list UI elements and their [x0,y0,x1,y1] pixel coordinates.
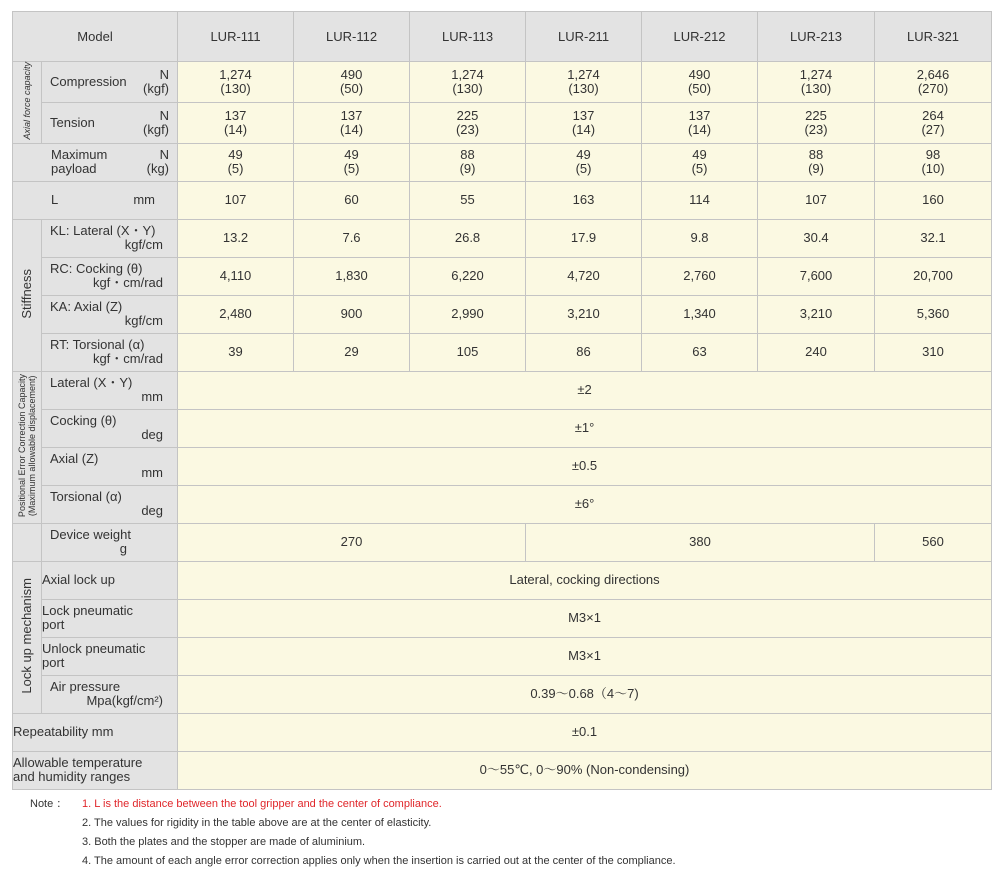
stiffness-cell: 1,830 [294,257,410,295]
stiffness-cell: 39 [178,333,294,371]
payload-cell: 98 (10) [875,143,992,181]
correction-lateral-label: Lateral (X・Y) mm [42,371,178,409]
tension-label: Tension N (kgf) [42,102,178,143]
tension-cell: 137 (14) [642,102,758,143]
payload-cell: 88 (9) [410,143,526,181]
correction-cocking-label: Cocking (θ) deg [42,409,178,447]
stiffness-cell: 3,210 [526,295,642,333]
correction-axial-value: ±0.5 [178,447,992,485]
length-cell: 107 [178,181,294,219]
notes [30,795,676,871]
tension-cell: 225 (23) [758,102,875,143]
axial-lock-row [13,561,992,599]
stiffness-cell: 1,340 [642,295,758,333]
lockup-group-label: Lock up mechanism [13,561,42,713]
unlock-port-row [13,637,992,675]
tension-row [13,102,992,143]
stiffness-cell: 4,110 [178,257,294,295]
compression-cell: 1,274 (130) [410,62,526,103]
unlock-port-value: M3×1 [178,637,992,675]
repeatability-row [13,713,992,751]
payload-row [13,143,992,181]
stiffness-cell: 4,720 [526,257,642,295]
stiffness-cell: 7.6 [294,219,410,257]
lock-port-value: M3×1 [178,599,992,637]
stiffness-cell: 63 [642,333,758,371]
stiffness-cell: 3,210 [758,295,875,333]
model-col-4: LUR-211 [526,12,642,62]
note-prefix: Note ： [30,798,68,810]
length-cell: 55 [410,181,526,219]
compression-row [13,62,992,103]
weight-row [13,523,992,561]
correction-cocking-value: ±1° [178,409,992,447]
model-col-3: LUR-113 [410,12,526,62]
weight-cell-3: 560 [875,523,992,561]
tension-cell: 137 (14) [526,102,642,143]
note-item-4: 4. The amount of each angle error correction applies only when the insertion is carried out at the center of the compliance. [82,855,676,867]
payload-cell: 49 (5) [178,143,294,181]
stiffness-cell: 900 [294,295,410,333]
correction-torsional-row [13,485,992,523]
correction-cocking-row [13,409,992,447]
stiffness-cell: 2,990 [410,295,526,333]
tension-cell: 264 (27) [875,102,992,143]
spec-table [12,11,992,790]
repeatability-label: Repeatability mm [13,713,178,751]
length-cell: 163 [526,181,642,219]
payload-label: Maximum payload N (kg) [13,143,178,181]
length-cell: 107 [758,181,875,219]
stiffness-cocking-row [13,257,992,295]
model-col-7: LUR-321 [875,12,992,62]
stiffness-lateral-label: KL: Lateral (X・Y) kgf/cm [42,219,178,257]
stiffness-cell: 13.2 [178,219,294,257]
repeatability-value: ±0.1 [178,713,992,751]
stiffness-cell: 20,700 [875,257,992,295]
length-cell: 114 [642,181,758,219]
compression-cell: 1,274 (130) [178,62,294,103]
model-col-6: LUR-213 [758,12,875,62]
note-item-1: 1. L is the distance between the tool gripper and the center of compliance. [82,798,442,810]
correction-lateral-value: ±2 [178,371,992,409]
header-row [13,12,992,62]
stiffness-cell: 2,760 [642,257,758,295]
unlock-port-label: Unlock pneumatic port [42,637,178,675]
stiffness-axial-row [13,295,992,333]
stiffness-cell: 30.4 [758,219,875,257]
stiffness-cell: 86 [526,333,642,371]
stiffness-cell: 26.8 [410,219,526,257]
weight-spacer [13,523,42,561]
stiffness-cocking-label: RC: Cocking (θ) kgf・cm/rad [42,257,178,295]
stiffness-cell: 2,480 [178,295,294,333]
note-item-2: 2. The values for rigidity in the table above are at the center of elasticity. [82,817,432,829]
compression-cell: 2,646 (270) [875,62,992,103]
correction-axial-label: Axial (Z) mm [42,447,178,485]
axial-group-label: Axial force capacity [13,62,42,144]
lock-port-label: Lock pneumatic port [42,599,178,637]
axial-lock-label: Axial lock up [42,561,178,599]
stiffness-group-label: Stiffness [13,219,42,371]
air-pressure-row [13,675,992,713]
model-col-1: LUR-111 [178,12,294,62]
tension-cell: 225 (23) [410,102,526,143]
payload-cell: 88 (9) [758,143,875,181]
air-pressure-value: 0.39～0.68（4～7) [178,675,992,713]
model-col-5: LUR-212 [642,12,758,62]
weight-label: Device weight g [42,523,178,561]
stiffness-cell: 5,360 [875,295,992,333]
stiffness-torsional-row [13,333,992,371]
stiffness-cell: 240 [758,333,875,371]
compression-cell: 490 (50) [642,62,758,103]
stiffness-cell: 310 [875,333,992,371]
payload-cell: 49 (5) [642,143,758,181]
note-item-3: 3. Both the plates and the stopper are made of aluminium. [82,836,366,848]
air-pressure-label: Air pressure Mpa(kgf/cm²) [42,675,178,713]
temperature-row [13,751,992,789]
stiffness-torsional-label: RT: Torsional (α) kgf・cm/rad [42,333,178,371]
model-col-2: LUR-112 [294,12,410,62]
stiffness-cell: 9.8 [642,219,758,257]
temperature-label: Allowable temperature and humidity ranges [13,751,178,789]
correction-torsional-value: ±6° [178,485,992,523]
weight-cell-1: 270 [178,523,526,561]
length-cell: 160 [875,181,992,219]
stiffness-axial-label: KA: Axial (Z) kgf/cm [42,295,178,333]
model-header: Model [13,12,178,62]
lock-port-row [13,599,992,637]
stiffness-cell: 7,600 [758,257,875,295]
payload-cell: 49 (5) [526,143,642,181]
correction-axial-row [13,447,992,485]
compression-cell: 1,274 (130) [526,62,642,103]
stiffness-cell: 105 [410,333,526,371]
stiffness-cell: 6,220 [410,257,526,295]
correction-group-label: Positional Error Correction Capacity (Maximum allowable displacement) [13,371,42,523]
note-row [30,795,676,814]
length-label: L mm [13,181,178,219]
length-row [13,181,992,219]
stiffness-cell: 32.1 [875,219,992,257]
compression-cell: 1,274 (130) [758,62,875,103]
temperature-value: 0～55℃, 0～90% (Non-condensing) [178,751,992,789]
length-cell: 60 [294,181,410,219]
tension-cell: 137 (14) [178,102,294,143]
compression-label: Compression N (kgf) [42,62,178,103]
stiffness-lateral-row [13,219,992,257]
payload-cell: 49 (5) [294,143,410,181]
compression-cell: 490 (50) [294,62,410,103]
correction-lateral-row [13,371,992,409]
tension-cell: 137 (14) [294,102,410,143]
correction-torsional-label: Torsional (α) deg [42,485,178,523]
stiffness-cell: 29 [294,333,410,371]
axial-lock-value: Lateral, cocking directions [178,561,992,599]
stiffness-cell: 17.9 [526,219,642,257]
weight-cell-2: 380 [526,523,875,561]
